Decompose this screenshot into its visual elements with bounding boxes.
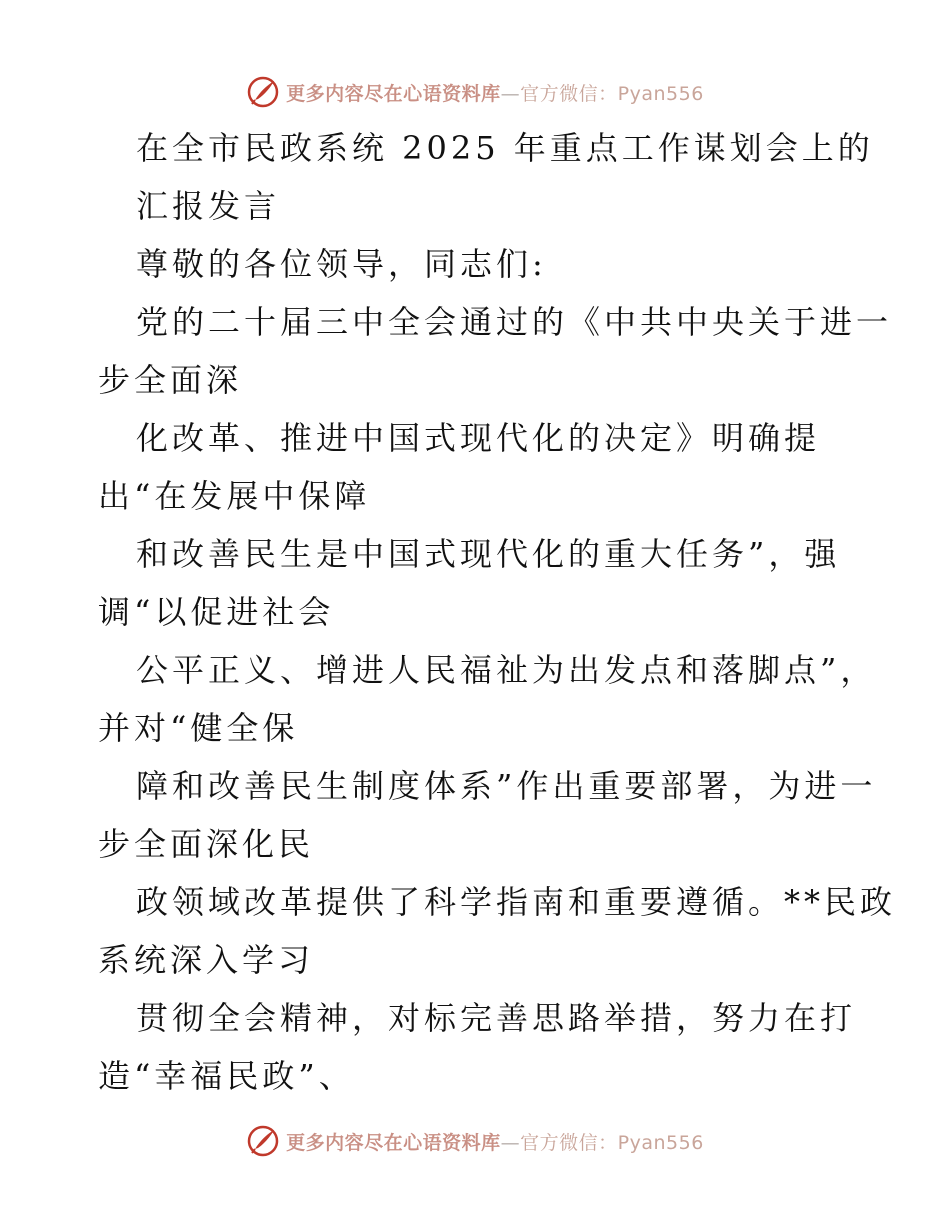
body-line: 化改革、推进中国式现代化的决定》明确提	[136, 419, 821, 457]
feather-pen-logo-icon	[246, 1124, 280, 1158]
document-title-line-1: 在全市民政系统 2025 年重点工作谋划会上的	[136, 129, 874, 167]
salutation: 尊敬的各位领导，同志们:	[136, 245, 547, 283]
body-line: 党的二十届三中全会通过的《中共中央关于进一	[136, 303, 893, 341]
body-line: 步全面深	[98, 361, 243, 399]
footer-watermark	[0, 1121, 950, 1161]
body-line: 贯彻全会精神，对标完善思路举措，努力在打	[136, 999, 857, 1037]
watermark-label: 更多内容尽在心语资料库—官方微信：Pyan556	[286, 1131, 704, 1154]
document-title-line-2: 汇报发言	[136, 187, 281, 225]
body-line: 调“以促进社会	[98, 593, 335, 631]
body-line: 政领域改革提供了科学指南和重要遵循。**民政	[136, 883, 897, 921]
body-line: 障和改善民生制度体系”作出重要部署，为进一	[136, 767, 877, 805]
body-line: 系统深入学习	[98, 941, 315, 979]
header-watermark	[0, 72, 950, 112]
body-line: 和改善民生是中国式现代化的重大任务”，强	[136, 535, 841, 573]
body-line: 并对“健全保	[98, 709, 299, 747]
body-line: 公平正义、增进人民福祉为出发点和落脚点”，	[136, 651, 877, 689]
body-line: 造“幸福民政”、	[98, 1057, 355, 1095]
watermark-label: 更多内容尽在心语资料库—官方微信：Pyan556	[286, 82, 704, 105]
body-line: 步全面深化民	[98, 825, 315, 863]
feather-pen-logo-icon	[246, 75, 280, 109]
body-line: 出“在发展中保障	[98, 477, 371, 515]
